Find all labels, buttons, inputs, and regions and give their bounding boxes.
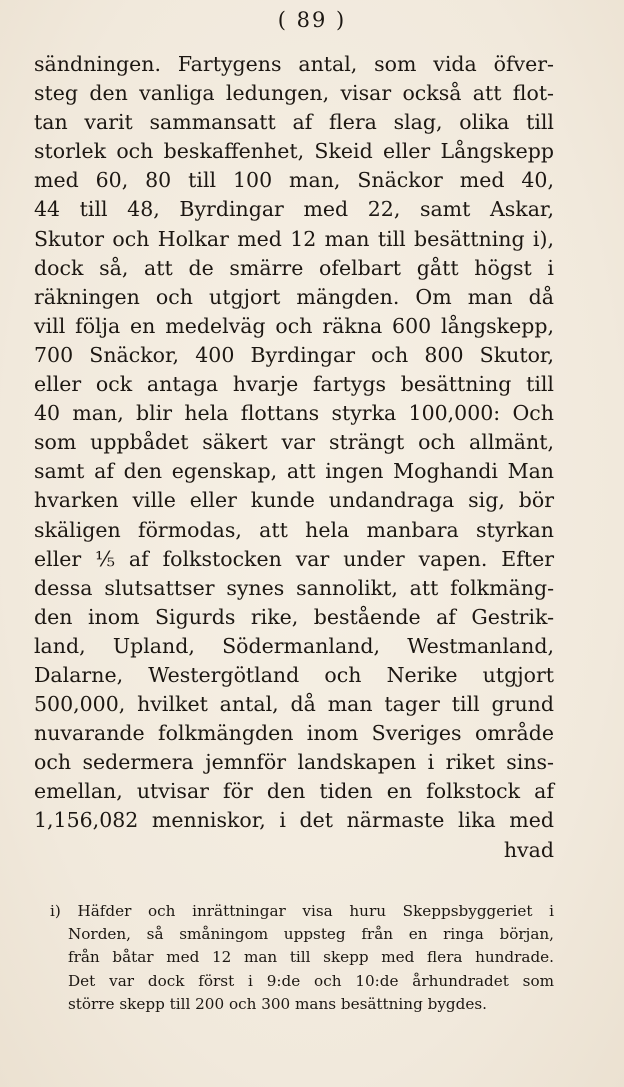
footnote-line: från båtar med 12 man till skepp med flera hundrade. xyxy=(68,948,554,967)
text-line: land, Upland, Södermanland, Westmanland, xyxy=(34,633,554,658)
text-line: den inom Sigurds rike, bestående af Gestrik- xyxy=(34,604,554,629)
text-line: Dalarne, Westergötland och Nerike utgjort xyxy=(34,662,554,687)
footnote-line: i) Häfder och inrättningar visa huru Skeppsbyggeriet i xyxy=(50,902,554,920)
text-line: dock så, att de smärre ofelbart gått högst i xyxy=(34,255,554,280)
text-line: samt af den egenskap, att ingen Moghandi Man xyxy=(34,459,554,484)
text-line: 44 till 48, Byrdingar med 22, samt Askar, xyxy=(34,197,554,222)
page-number: ( 89 ) xyxy=(277,8,347,32)
footnote xyxy=(50,900,554,1016)
text-line: Skutor och Holkar med 12 man till besättning i), xyxy=(34,226,554,251)
text-line: 1,156,082 menniskor, i det närmaste lika med xyxy=(34,808,554,833)
text-line: nuvarande folkmängden inom Sveriges område xyxy=(34,721,554,746)
text-line: steg den vanliga ledungen, visar också att flot- xyxy=(34,81,554,106)
text-line: storlek och beskaffenhet, Skeid eller Långskepp xyxy=(34,139,554,164)
footnote-line: Norden, så småningom uppsteg från en ringa början, xyxy=(68,925,554,944)
text-line: räkningen och utgjort mängden. Om man då xyxy=(34,284,554,309)
text-line: tan varit sammansatt af flera slag, olika till xyxy=(34,110,554,135)
text-line: som uppbådet säkert var strängt och allmänt, xyxy=(34,430,554,455)
footnote-line: större skepp till 200 och 300 mans besättning bygdes. xyxy=(68,994,487,1013)
text-line: hvarken ville eller kunde undandraga sig, bör xyxy=(34,488,554,513)
text-line: dessa slutsattser synes sannolikt, att folkmäng- xyxy=(34,575,554,600)
text-line: 700 Snäckor, 400 Byrdingar och 800 Skutor, xyxy=(34,342,554,367)
text-line: och sedermera jemnför landskapen i riket sins- xyxy=(34,750,554,775)
text-line: 500,000, hvilket antal, då man tager till grund xyxy=(34,692,554,717)
text-line: skäligen förmodas, att hela manbara styrkan xyxy=(34,517,554,542)
text-line: vill följa en medelväg och räkna 600 långskepp, xyxy=(34,313,554,338)
text-line: eller ock antaga hvarje fartygs besättning till xyxy=(34,372,554,397)
text-line: 40 man, blir hela flottans styrka 100,000: Och xyxy=(34,401,554,426)
text-line: sändningen. Fartygens antal, som vida öfver- xyxy=(34,52,554,76)
catchword: hvad xyxy=(503,837,554,862)
text-line: emellan, utvisar för den tiden en folkstock af xyxy=(34,779,554,804)
text-line: med 60, 80 till 100 man, Snäckor med 40, xyxy=(34,168,554,193)
footnote-line: Det var dock först i 9:de och 10:de århundradet som xyxy=(68,971,554,990)
text-line: eller ⅕ af folkstocken var under vapen. Efter xyxy=(34,546,554,571)
body-text xyxy=(34,50,554,865)
